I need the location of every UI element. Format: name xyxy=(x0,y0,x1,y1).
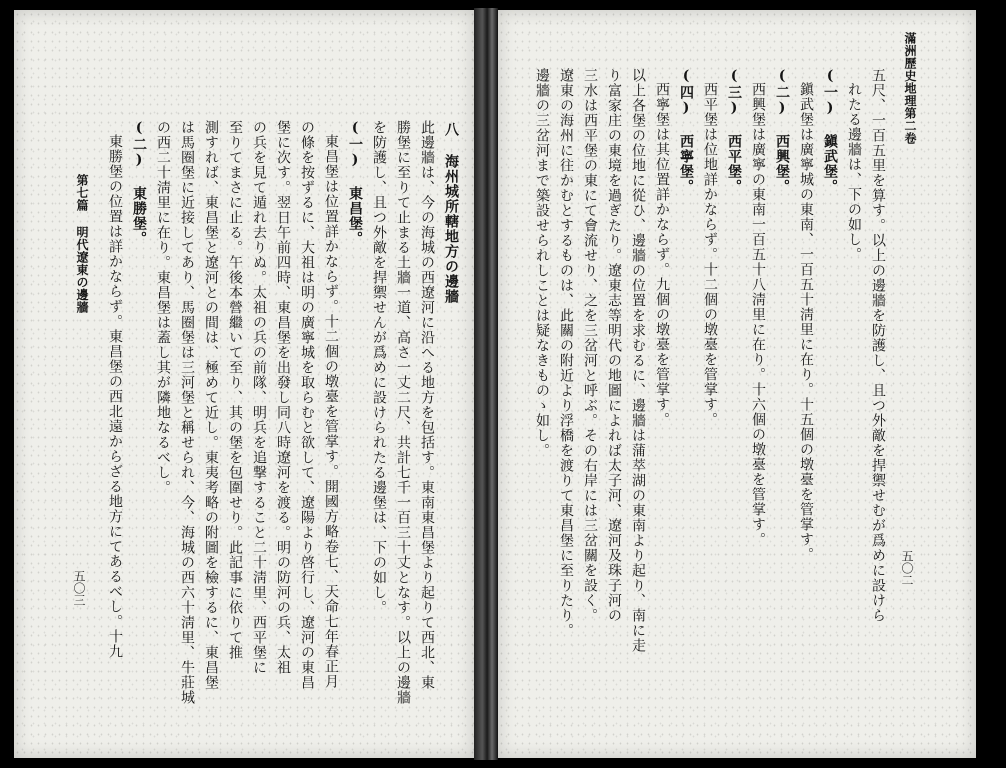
text-column: 西平堡は位地詳かならず。十二個の墩臺を管掌す。 xyxy=(702,82,718,427)
text-column: 此邊牆は、今の海城の西遼河に沿へる地方を包括す。東南東昌堡より起りて西北、東 xyxy=(419,120,435,690)
text-column: 測すれば、東昌堡と遼河との間は、極めて近し。東夷考略の附圖を檢するに、東昌堡 xyxy=(203,120,219,690)
text-column: を防護し、且つ外敵を捍禦せんが爲めに設けられたる邊堡は、下の如し。 xyxy=(371,120,387,615)
text-column: り富家庄の東境を過ぎたり。遼東志等明代の地圖によれば太子河、遼河及珠子河の xyxy=(606,68,622,623)
text-column: 五尺、一百五里を算す。以上の邊牆を防護し、且つ外敵を捍禦せむが爲めに設けら xyxy=(870,68,886,623)
page-number-right: 五〇二 xyxy=(900,550,914,586)
section-heading: (二) 東勝堡。 xyxy=(131,120,147,246)
text-column: 邊牆の三岔河まで築設せられしことは疑なきものゝ如し。 xyxy=(534,68,550,458)
text-column: 三水は西平堡の東にて會流せり、之を三岔河と呼ぶ。その右岸には三岔關を設く。 xyxy=(582,68,598,623)
text-column: の條を按ずるに、大祖は明の廣寧城を取らむと欲して、遼陽より啓行し、遼河の東昌 xyxy=(299,120,315,690)
text-column: 東勝堡の位置は詳かならず。東昌堡の西北遠からざる地方にてあるべし。十九 xyxy=(107,134,123,659)
running-head: 滿洲歷史地理第二卷 xyxy=(903,32,917,145)
text-column: は馬圈堡に近接してあり、馬圈堡は三河堡と稱せられ、今、海城の西六十淸里、牛莊城 xyxy=(179,120,195,705)
section-heading: (一) 鎭武堡。 xyxy=(822,68,838,194)
text-column: 東昌堡は位置詳かならず。十二個の墩臺を管掌す。開國方略卷七、天命七年春正月 xyxy=(323,134,339,689)
text-column: 至りてまさに止る。午後本營繼いて至り、其の堡を包圍せり。此記事に依りて推 xyxy=(227,120,243,660)
text-column: 堡に次す。翌日午前四時、東昌堡を出發し同八時遼河を渡る。明の防河の兵、太祖 xyxy=(275,120,291,675)
text-column: 遼東の海州に往かむとするものは、此關の附近より浮橋を渡りて東昌堡に至りたり。 xyxy=(558,68,574,638)
text-column: の兵を見て遁れ去りぬ。太祖の兵の前隊、明兵を追撃すること二十淸里、西平堡に xyxy=(251,120,267,675)
section-heading: (一) 東昌堡。 xyxy=(347,120,363,246)
page-number-left: 五〇三 xyxy=(72,570,86,606)
text-column: 西寧堡は其位置詳かならず。九個の墩臺を管掌す。 xyxy=(654,82,670,427)
text-column: の西二十淸里に在り。東昌堡は蓋し其が隣地なるべし。 xyxy=(155,120,171,495)
section-heading: (二) 西興堡。 xyxy=(774,68,790,194)
text-column: 西興堡は廣寧の東南一百五十八淸里に在り。十六個の墩臺を管掌す。 xyxy=(750,82,766,547)
footer-title: 第七篇 明代遼東の邊牆 xyxy=(75,174,89,314)
left-page xyxy=(14,10,474,758)
chapter-heading: 八 海州城所轄地方の邊牆 xyxy=(443,122,459,304)
section-heading: (四) 西寧堡。 xyxy=(678,68,694,194)
text-column: 勝堡に至りて止まる土牆一道、高さ一丈二尺、共計七千一百三十丈となす。以上の邊牆 xyxy=(395,120,411,705)
text-column: れたる邊牆は、下の如し。 xyxy=(846,82,862,262)
text-column: 以上各堡の位地に從ひ、邊牆の位置を求むるに、邊牆は蒲萃湖の東南より起り、南に走 xyxy=(630,68,646,653)
text-column: 鎭武堡は廣寧城の東南、一百五十淸里に在り。十五個の墩臺を管掌す。 xyxy=(798,82,814,562)
book-spine xyxy=(474,8,498,760)
right-page xyxy=(498,10,976,758)
section-heading: (三) 西平堡。 xyxy=(726,68,742,194)
